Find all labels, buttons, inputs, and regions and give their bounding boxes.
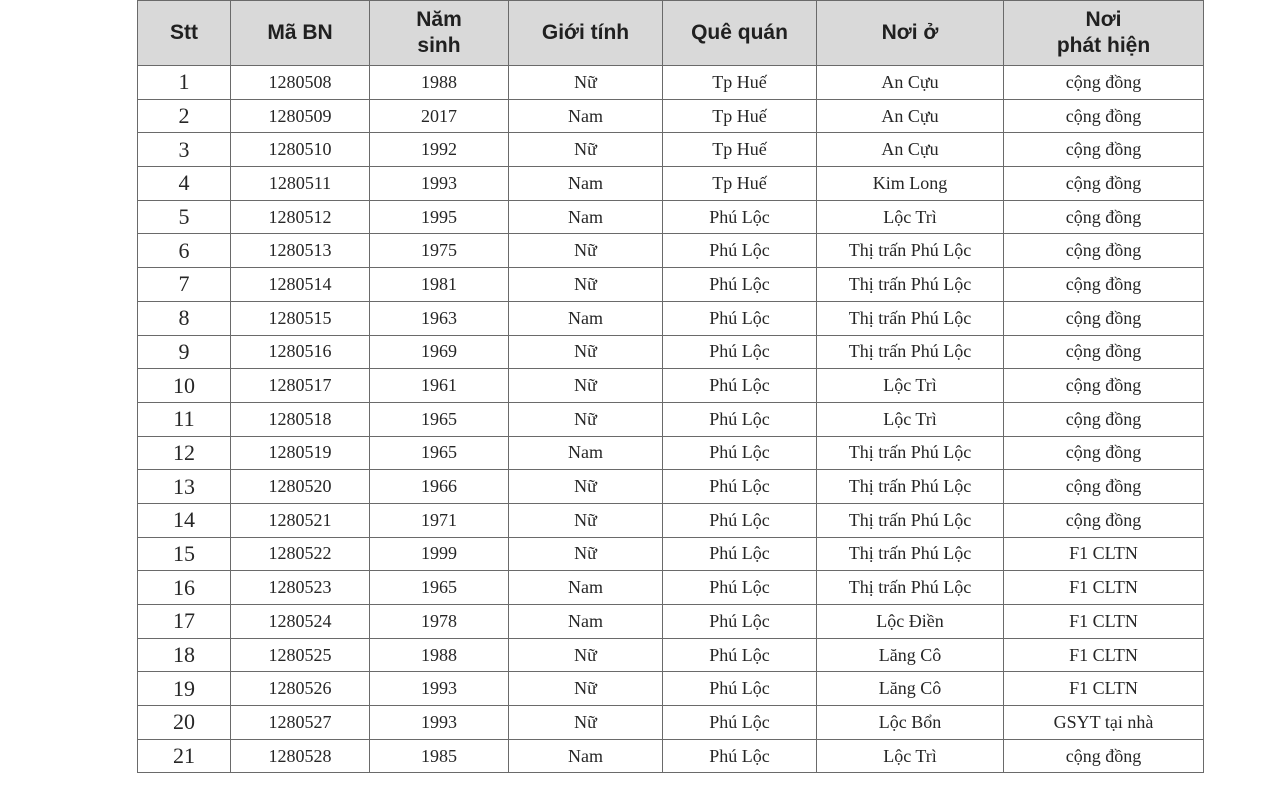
cell-gioi-tinh: Nam bbox=[509, 301, 663, 335]
cell-noi-o: Thị trấn Phú Lộc bbox=[817, 503, 1004, 537]
header-gioi-tinh bbox=[509, 1, 663, 66]
cell-noi-o: Lộc Bổn bbox=[817, 706, 1004, 740]
table-row bbox=[138, 234, 1204, 268]
cell-noi-o: Thị trấn Phú Lộc bbox=[817, 234, 1004, 268]
cell-nam-sinh: 1965 bbox=[370, 571, 509, 605]
cell-stt: 1 bbox=[138, 66, 231, 100]
cell-ma-bn: 1280510 bbox=[231, 133, 370, 167]
cell-nam-sinh: 1975 bbox=[370, 234, 509, 268]
cell-que-quan: Phú Lộc bbox=[663, 672, 817, 706]
cell-ma-bn: 1280526 bbox=[231, 672, 370, 706]
cell-nam-sinh: 1988 bbox=[370, 66, 509, 100]
cell-noi-phat-hien: cộng đồng bbox=[1004, 167, 1204, 201]
cell-que-quan: Tp Huế bbox=[663, 167, 817, 201]
cell-noi-phat-hien: F1 CLTN bbox=[1004, 638, 1204, 672]
cell-que-quan: Phú Lộc bbox=[663, 234, 817, 268]
table-row bbox=[138, 268, 1204, 302]
cell-noi-o: Thị trấn Phú Lộc bbox=[817, 335, 1004, 369]
cell-que-quan: Phú Lộc bbox=[663, 335, 817, 369]
cell-noi-o: An Cựu bbox=[817, 133, 1004, 167]
cell-stt: 17 bbox=[138, 605, 231, 639]
header-label-line: Giới tính bbox=[541, 21, 630, 44]
cell-nam-sinh: 1993 bbox=[370, 672, 509, 706]
cell-gioi-tinh: Nữ bbox=[509, 706, 663, 740]
table-row bbox=[138, 537, 1204, 571]
table-header bbox=[138, 1, 1204, 66]
cell-noi-phat-hien: cộng đồng bbox=[1004, 268, 1204, 302]
table-row bbox=[138, 672, 1204, 706]
cell-nam-sinh: 1965 bbox=[370, 402, 509, 436]
cell-noi-o: Lộc Trì bbox=[817, 200, 1004, 234]
cell-stt: 2 bbox=[138, 99, 231, 133]
table-row bbox=[138, 706, 1204, 740]
cell-stt: 19 bbox=[138, 672, 231, 706]
cell-que-quan: Phú Lộc bbox=[663, 537, 817, 571]
cell-stt: 7 bbox=[138, 268, 231, 302]
table-row bbox=[138, 739, 1204, 773]
header-noi-o bbox=[817, 1, 1004, 66]
cell-stt: 18 bbox=[138, 638, 231, 672]
table-row bbox=[138, 638, 1204, 672]
table-body bbox=[138, 66, 1204, 773]
cell-nam-sinh: 1981 bbox=[370, 268, 509, 302]
cell-noi-o: Lăng Cô bbox=[817, 638, 1004, 672]
cell-gioi-tinh: Nữ bbox=[509, 402, 663, 436]
cell-noi-phat-hien: cộng đồng bbox=[1004, 200, 1204, 234]
cell-gioi-tinh: Nữ bbox=[509, 66, 663, 100]
cell-noi-o: Lộc Trì bbox=[817, 402, 1004, 436]
patient-table-sheet bbox=[137, 0, 1204, 773]
cell-ma-bn: 1280524 bbox=[231, 605, 370, 639]
cell-noi-o: Kim Long bbox=[817, 167, 1004, 201]
cell-ma-bn: 1280516 bbox=[231, 335, 370, 369]
header-stt bbox=[138, 1, 231, 66]
cell-noi-o: Thị trấn Phú Lộc bbox=[817, 537, 1004, 571]
cell-noi-phat-hien: cộng đồng bbox=[1004, 369, 1204, 403]
cell-ma-bn: 1280528 bbox=[231, 739, 370, 773]
cell-ma-bn: 1280513 bbox=[231, 234, 370, 268]
cell-stt: 15 bbox=[138, 537, 231, 571]
cell-noi-phat-hien: cộng đồng bbox=[1004, 402, 1204, 436]
cell-gioi-tinh: Nữ bbox=[509, 470, 663, 504]
cell-nam-sinh: 1993 bbox=[370, 706, 509, 740]
cell-que-quan: Phú Lộc bbox=[663, 706, 817, 740]
cell-stt: 20 bbox=[138, 706, 231, 740]
cell-stt: 5 bbox=[138, 200, 231, 234]
cell-gioi-tinh: Nam bbox=[509, 605, 663, 639]
cell-stt: 10 bbox=[138, 369, 231, 403]
cell-nam-sinh: 1985 bbox=[370, 739, 509, 773]
cell-ma-bn: 1280519 bbox=[231, 436, 370, 470]
cell-stt: 21 bbox=[138, 739, 231, 773]
cell-que-quan: Phú Lộc bbox=[663, 301, 817, 335]
header-que-quan bbox=[663, 1, 817, 66]
cell-gioi-tinh: Nam bbox=[509, 99, 663, 133]
header-label-line: Stt bbox=[170, 21, 198, 44]
table-row bbox=[138, 571, 1204, 605]
cell-nam-sinh: 1961 bbox=[370, 369, 509, 403]
table-row bbox=[138, 301, 1204, 335]
table-row bbox=[138, 503, 1204, 537]
cell-noi-phat-hien: cộng đồng bbox=[1004, 301, 1204, 335]
table-row bbox=[138, 605, 1204, 639]
cell-stt: 12 bbox=[138, 436, 231, 470]
cell-nam-sinh: 1988 bbox=[370, 638, 509, 672]
header-nam-sinh bbox=[370, 1, 509, 66]
cell-noi-phat-hien: cộng đồng bbox=[1004, 503, 1204, 537]
cell-nam-sinh: 1971 bbox=[370, 503, 509, 537]
cell-ma-bn: 1280525 bbox=[231, 638, 370, 672]
cell-noi-phat-hien: F1 CLTN bbox=[1004, 571, 1204, 605]
cell-noi-o: Lộc Trì bbox=[817, 369, 1004, 403]
cell-que-quan: Phú Lộc bbox=[663, 268, 817, 302]
cell-gioi-tinh: Nữ bbox=[509, 537, 663, 571]
cell-noi-o: Lộc Điền bbox=[817, 605, 1004, 639]
cell-que-quan: Phú Lộc bbox=[663, 571, 817, 605]
cell-noi-o: Thị trấn Phú Lộc bbox=[817, 436, 1004, 470]
cell-noi-phat-hien: cộng đồng bbox=[1004, 436, 1204, 470]
cell-noi-phat-hien: cộng đồng bbox=[1004, 739, 1204, 773]
table-row bbox=[138, 369, 1204, 403]
cell-nam-sinh: 1965 bbox=[370, 436, 509, 470]
cell-noi-o: Thị trấn Phú Lộc bbox=[817, 301, 1004, 335]
cell-stt: 4 bbox=[138, 167, 231, 201]
header-label-line: Mã BN bbox=[267, 21, 333, 44]
table-row bbox=[138, 66, 1204, 100]
cell-ma-bn: 1280518 bbox=[231, 402, 370, 436]
cell-noi-phat-hien: cộng đồng bbox=[1004, 66, 1204, 100]
cell-que-quan: Phú Lộc bbox=[663, 605, 817, 639]
table-row bbox=[138, 167, 1204, 201]
cell-gioi-tinh: Nam bbox=[509, 436, 663, 470]
cell-ma-bn: 1280512 bbox=[231, 200, 370, 234]
cell-ma-bn: 1280508 bbox=[231, 66, 370, 100]
cell-gioi-tinh: Nữ bbox=[509, 672, 663, 706]
header-label-line: sinh bbox=[417, 34, 461, 57]
cell-noi-phat-hien: cộng đồng bbox=[1004, 99, 1204, 133]
cell-gioi-tinh: Nữ bbox=[509, 369, 663, 403]
cell-gioi-tinh: Nữ bbox=[509, 268, 663, 302]
cell-noi-phat-hien: cộng đồng bbox=[1004, 133, 1204, 167]
header-label-line: Quê quán bbox=[691, 21, 788, 44]
cell-stt: 13 bbox=[138, 470, 231, 504]
cell-ma-bn: 1280523 bbox=[231, 571, 370, 605]
header-label-line: Nơi ở bbox=[881, 21, 939, 44]
cell-que-quan: Phú Lộc bbox=[663, 436, 817, 470]
cell-noi-o: An Cựu bbox=[817, 99, 1004, 133]
header-noi-phat-hien bbox=[1004, 1, 1204, 66]
cell-noi-o: Lăng Cô bbox=[817, 672, 1004, 706]
cell-stt: 6 bbox=[138, 234, 231, 268]
cell-ma-bn: 1280527 bbox=[231, 706, 370, 740]
header-label-line: Năm bbox=[416, 8, 462, 31]
cell-nam-sinh: 1966 bbox=[370, 470, 509, 504]
cell-stt: 14 bbox=[138, 503, 231, 537]
cell-noi-o: An Cựu bbox=[817, 66, 1004, 100]
cell-que-quan: Phú Lộc bbox=[663, 503, 817, 537]
cell-nam-sinh: 1978 bbox=[370, 605, 509, 639]
cell-gioi-tinh: Nam bbox=[509, 571, 663, 605]
cell-ma-bn: 1280509 bbox=[231, 99, 370, 133]
cell-nam-sinh: 1992 bbox=[370, 133, 509, 167]
cell-que-quan: Phú Lộc bbox=[663, 638, 817, 672]
cell-stt: 9 bbox=[138, 335, 231, 369]
cell-stt: 16 bbox=[138, 571, 231, 605]
cell-gioi-tinh: Nam bbox=[509, 167, 663, 201]
cell-gioi-tinh: Nam bbox=[509, 200, 663, 234]
cell-noi-phat-hien: cộng đồng bbox=[1004, 335, 1204, 369]
cell-noi-o: Lộc Trì bbox=[817, 739, 1004, 773]
cell-noi-phat-hien: F1 CLTN bbox=[1004, 672, 1204, 706]
cell-ma-bn: 1280522 bbox=[231, 537, 370, 571]
table-row bbox=[138, 200, 1204, 234]
cell-stt: 3 bbox=[138, 133, 231, 167]
cell-nam-sinh: 1995 bbox=[370, 200, 509, 234]
cell-nam-sinh: 2017 bbox=[370, 99, 509, 133]
cell-gioi-tinh: Nữ bbox=[509, 638, 663, 672]
cell-ma-bn: 1280521 bbox=[231, 503, 370, 537]
cell-stt: 11 bbox=[138, 402, 231, 436]
cell-noi-phat-hien: GSYT tại nhà bbox=[1004, 706, 1204, 740]
cell-noi-phat-hien: F1 CLTN bbox=[1004, 537, 1204, 571]
cell-nam-sinh: 1993 bbox=[370, 167, 509, 201]
cell-que-quan: Phú Lộc bbox=[663, 470, 817, 504]
cell-gioi-tinh: Nữ bbox=[509, 133, 663, 167]
cell-noi-phat-hien: F1 CLTN bbox=[1004, 605, 1204, 639]
table-row bbox=[138, 335, 1204, 369]
cell-nam-sinh: 1969 bbox=[370, 335, 509, 369]
cell-que-quan: Tp Huế bbox=[663, 66, 817, 100]
cell-que-quan: Phú Lộc bbox=[663, 402, 817, 436]
cell-noi-o: Thị trấn Phú Lộc bbox=[817, 268, 1004, 302]
cell-stt: 8 bbox=[138, 301, 231, 335]
cell-noi-phat-hien: cộng đồng bbox=[1004, 234, 1204, 268]
cell-nam-sinh: 1963 bbox=[370, 301, 509, 335]
cell-ma-bn: 1280514 bbox=[231, 268, 370, 302]
cell-que-quan: Phú Lộc bbox=[663, 200, 817, 234]
table-row bbox=[138, 99, 1204, 133]
cell-que-quan: Tp Huế bbox=[663, 99, 817, 133]
cell-que-quan: Phú Lộc bbox=[663, 739, 817, 773]
cell-gioi-tinh: Nữ bbox=[509, 234, 663, 268]
cell-gioi-tinh: Nữ bbox=[509, 503, 663, 537]
patient-table bbox=[137, 0, 1204, 773]
cell-gioi-tinh: Nam bbox=[509, 739, 663, 773]
cell-ma-bn: 1280517 bbox=[231, 369, 370, 403]
cell-noi-o: Thị trấn Phú Lộc bbox=[817, 571, 1004, 605]
table-row bbox=[138, 402, 1204, 436]
cell-que-quan: Phú Lộc bbox=[663, 369, 817, 403]
cell-gioi-tinh: Nữ bbox=[509, 335, 663, 369]
cell-noi-o: Thị trấn Phú Lộc bbox=[817, 470, 1004, 504]
table-row bbox=[138, 436, 1204, 470]
cell-ma-bn: 1280511 bbox=[231, 167, 370, 201]
cell-que-quan: Tp Huế bbox=[663, 133, 817, 167]
cell-noi-phat-hien: cộng đồng bbox=[1004, 470, 1204, 504]
header-ma-bn bbox=[231, 1, 370, 66]
table-row bbox=[138, 470, 1204, 504]
cell-ma-bn: 1280515 bbox=[231, 301, 370, 335]
header-row bbox=[138, 1, 1204, 66]
cell-ma-bn: 1280520 bbox=[231, 470, 370, 504]
header-label-line: Nơi bbox=[1085, 8, 1122, 31]
header-label-line: phát hiện bbox=[1056, 34, 1151, 57]
cell-nam-sinh: 1999 bbox=[370, 537, 509, 571]
table-row bbox=[138, 133, 1204, 167]
